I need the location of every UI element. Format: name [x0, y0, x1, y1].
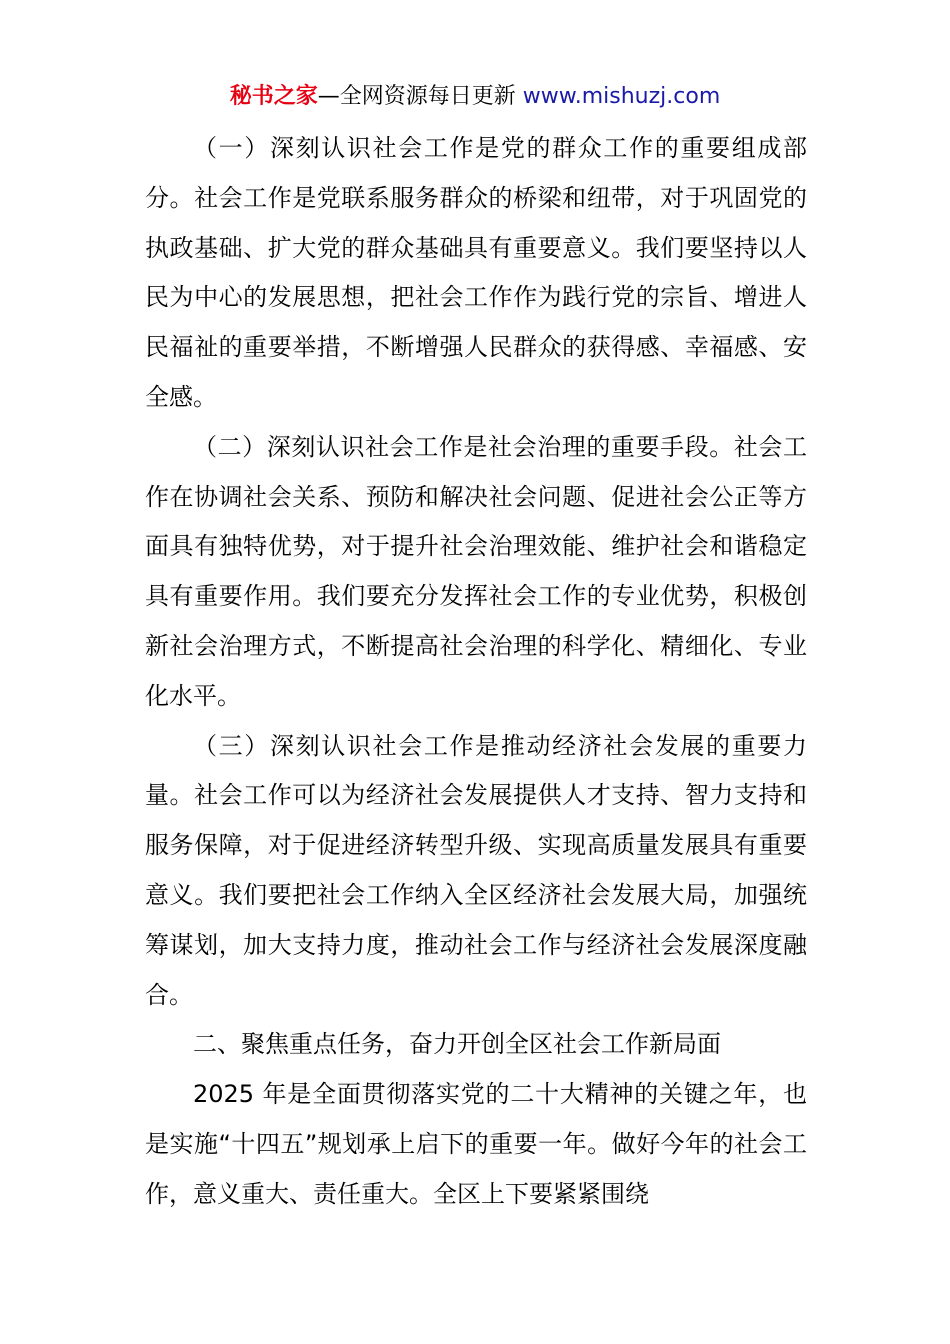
header-slogan: —全网资源每日更新	[317, 84, 516, 109]
paragraph-one: （一）深刻认识社会工作是党的群众工作的重要组成部分。社会工作是党联系服务群众的桥梁和纽带，对于巩固党的执政基础、扩大党的群众基础具有重要意义。我们要坚持以人民为中心的发展思想，把社会工作作为践行党的宗旨、增进人民福祉的重要举措，不断增强人民群众的获得感、幸福感、安全感。	[145, 134, 807, 411]
section-heading: 二、聚焦重点任务，奋力开创全区社会工作新局面	[193, 1030, 721, 1059]
paragraph-three: （三）深刻认识社会工作是推动经济社会发展的重要力量。社会工作可以为经济社会发展提供人才支持、智力支持和服务保障，对于促进经济转型升级、实现高质量发展具有重要意义。我们要把社会工作纳入全区经济社会发展大局，加强统筹谋划，加大支持力度，推动社会工作与经济社会发展深度融合。	[145, 731, 807, 1009]
document-body	[145, 124, 807, 1220]
brand-name: 秘书之家	[229, 84, 318, 109]
closing-paragraph: 2025 年是全面贯彻落实党的二十大精神的关键之年，也是实施“十四五”规划承上启下的重要一年。做好今年的社会工作，意义重大、责任重大。全区上下要紧紧围绕	[145, 1080, 807, 1208]
site-url-link[interactable]: www.mishuzj.com	[522, 84, 721, 109]
site-header	[0, 80, 950, 114]
paragraph-two: （二）深刻认识社会工作是社会治理的重要手段。社会工作在协调社会关系、预防和解决社会问题、促进社会公正等方面具有独特优势，对于提升社会治理效能、维护社会和谐稳定具有重要作用。我们要充分发挥社会工作的专业优势，积极创新社会治理方式，不断提高社会治理的科学化、精细化、专业化水平。	[145, 432, 807, 710]
